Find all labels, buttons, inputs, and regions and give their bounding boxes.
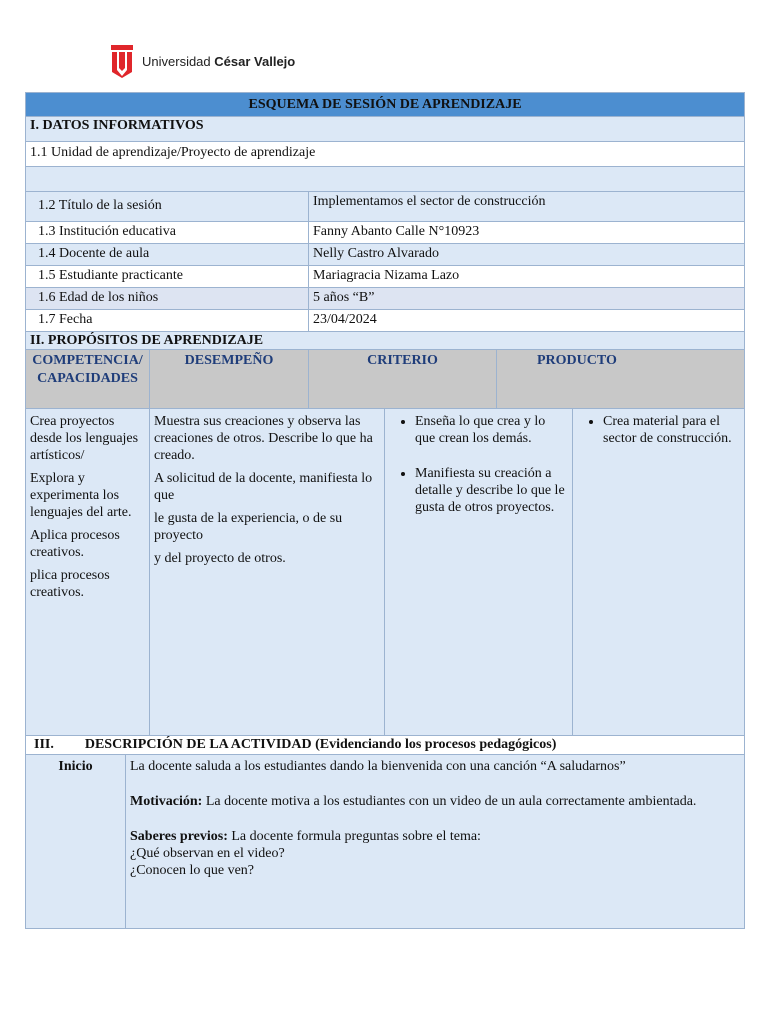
producto-cell <box>573 409 745 736</box>
criterio-cell <box>385 409 573 736</box>
header-desempeno: DESEMPEÑO <box>150 350 309 409</box>
inicio-label: Inicio <box>26 755 126 929</box>
age-label: 1.6 Edad de los niños <box>26 288 309 310</box>
logo-text-regular: Universidad <box>142 53 211 69</box>
title-label: 1.2 Título de la sesión <box>26 192 309 222</box>
info-table <box>25 92 745 409</box>
criterio-2: • Manifiesta su creación a detalle y describe lo que le gusta de otros proyectos. <box>415 465 568 516</box>
competencia-1: Crea proyectos desde los lenguajes artísticos/ <box>30 414 139 463</box>
unit-label: 1.1 Unidad de aprendizaje/Proyecto de aprendizaje <box>26 142 745 167</box>
saberes-label: Saberes previos: <box>130 829 228 844</box>
logo-text-bold: César Vallejo <box>214 53 296 69</box>
unit-value <box>26 167 745 192</box>
section-3-label: DESCRIPCIÓN DE LA ACTIVIDAD (Evidenciando los procesos pedagógicos) <box>84 737 557 752</box>
header-producto: PRODUCTO <box>497 350 745 409</box>
criterio-list <box>389 413 568 516</box>
producto-1: • Crea material para el sector de construcción. <box>603 413 740 447</box>
activity-table <box>25 735 745 929</box>
section-1-title: I. DATOS INFORMATIVOS <box>26 117 745 142</box>
university-shield-icon <box>110 44 134 78</box>
document-title: ESQUEMA DE SESIÓN DE APRENDIZAJE <box>26 93 745 117</box>
title-value: Implementamos el sector de construcción <box>309 192 745 222</box>
date-label: 1.7 Fecha <box>26 310 309 332</box>
logo-text <box>142 54 295 69</box>
institution-label: 1.3 Institución educativa <box>26 222 309 244</box>
age-value: 5 años “B” <box>309 288 745 310</box>
institution-value: Fanny Abanto Calle N°10923 <box>309 222 745 244</box>
session-document <box>25 92 744 929</box>
university-logo <box>110 44 295 78</box>
saberes-text: La docente formula preguntas sobre el tema: <box>227 829 481 844</box>
student-value: Mariagracia Nizama Lazo <box>309 266 745 288</box>
question-2: ¿Conocen lo que ven? <box>130 863 255 878</box>
date-value: 23/04/2024 <box>309 310 745 332</box>
competencias-cell <box>26 409 150 736</box>
desempeno-cell <box>150 409 385 736</box>
inicio-motivation <box>130 793 740 810</box>
section-3-title <box>26 736 745 755</box>
header-criterio: CRITERIO <box>309 350 497 409</box>
teacher-value: Nelly Castro Alvarado <box>309 244 745 266</box>
motivation-label: Motivación: <box>130 794 203 809</box>
section-2-title: II. PROPÓSITOS DE APRENDIZAJE <box>26 332 745 350</box>
competencia-4: plica procesos creativos. <box>30 568 110 600</box>
criterio-1: • Enseña lo que crea y lo que crean los demás. <box>415 413 568 447</box>
student-label: 1.5 Estudiante practicante <box>26 266 309 288</box>
producto-list <box>577 413 740 447</box>
desempeno-1: Muestra sus creaciones y observa las creaciones de otros. Describe lo que ha creado. <box>154 414 373 463</box>
purposes-table <box>25 408 745 736</box>
teacher-label: 1.4 Docente de aula <box>26 244 309 266</box>
motivation-text: La docente motiva a los estudiantes con un video de un aula correctamente ambientada. <box>202 794 697 809</box>
desempeno-4: y del proyecto de otros. <box>154 551 286 566</box>
question-1: ¿Qué observan en el video? <box>130 846 285 861</box>
desempeno-3: le gusta de la experiencia, o de su proyecto <box>154 511 343 543</box>
inicio-content <box>126 755 745 929</box>
header-competencias: COMPETENCIA/ CAPACIDADES <box>26 350 150 409</box>
inicio-saberes <box>130 828 740 845</box>
section-3-number: III. <box>34 737 54 752</box>
competencia-3: Aplica procesos creativos. <box>30 528 120 560</box>
inicio-greeting: La docente saluda a los estudiantes dando la bienvenida con una canción “A saludarnos” <box>130 759 626 774</box>
desempeno-2: A solicitud de la docente, manifiesta lo que <box>154 471 373 503</box>
competencia-2: Explora y experimenta los lenguajes del arte. <box>30 471 132 520</box>
